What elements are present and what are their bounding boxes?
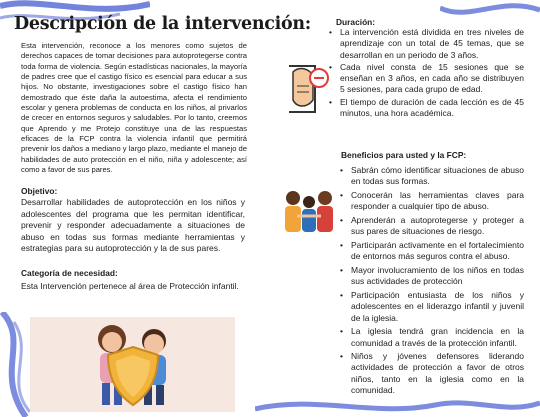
benefit-item: • La iglesia tendrá gran incidencia en la comunidad a través de la protección infantil. — [340, 326, 524, 349]
intro-paragraph: Esta intervención, reconoce a los menores como sujetos de derechos capaces de tomar decisiones para autoprotegerse contra toda forma de violencia. Según estadísticas nacionales, la mayoría de padres cree que el castigo físico es esencial para educar a sus hijos. No obstante, investigaciones sobre el castigo físico han demostrado que éste daña la autoestima, afecta el rendimiento escolar y genera problemas de conducta en los niños, al privarlos de crecer en entornos seguros y saludables. Por lo tanto, creemos que Aprendo y me Protejo constituye una de las respuestas eficaces de la FCP contra la violencia infantil que permitirá prevenir los daños a mediano y largo plazo, mediante el manejo de habilidades de auto protección en el niño, niña y adolescente; así como a favor de sus pares. — [21, 41, 247, 175]
benefit-item: • Sabrán cómo identificar situaciones de abuso en todas sus formas. — [340, 165, 524, 188]
children-with-shield-illustration — [30, 317, 235, 412]
category-heading: Categoría de necesidad: — [21, 268, 118, 278]
category-text: Esta Intervención pertenece al área de Protección infantil. — [21, 281, 239, 291]
duration-item: • Cada nivel consta de 15 sesiones que se enseñan en 3 años, en cada año se distribuyen 5 sesiones, para cada grupo de edad. — [329, 62, 524, 96]
benefit-item: • Mayor involucramiento de los niños en todas sus actividades de protección — [340, 265, 524, 288]
stop-hand-icon — [285, 52, 330, 122]
benefits-list — [340, 165, 524, 399]
benefit-item: • Participarán activamente en el fortalecimiento de entornos más seguros contra el abuso. — [340, 240, 524, 263]
objective-heading: Objetivo: — [21, 186, 58, 196]
benefits-heading: Beneficios para usted y la FCP: — [341, 150, 467, 160]
page-title: Descripción de la intervención: — [14, 14, 311, 34]
objective-text: Desarrollar habilidades de autoprotección en los niños y adolescentes del programa que les permitan identificar, prevenir y responder adecuadamente a situaciones de abuso en todas sus formas mediante herramientas y estrategias para su autoprotección y la de sus pares. — [21, 197, 245, 253]
benefit-item: • Participación entusiasta de los niños y adolescentes en el liderazgo infantil y juvenil de la iglesia. — [340, 290, 524, 324]
duration-item: • El tiempo de duración de cada lección es de 45 minutos, una hora académica. — [329, 97, 524, 120]
benefit-item: • Niños y jóvenes defensores liderando actividades de protección a favor de otros niños, tanto en la iglesia como en la comunidad. — [340, 351, 524, 396]
duration-list — [329, 27, 524, 120]
benefit-item: • Conocerán las herramientas claves para responder a cualquier tipo de abuso. — [340, 190, 524, 213]
family-illustration — [277, 186, 341, 236]
decorative-swirl-top-right — [440, 0, 540, 28]
benefit-item: • Aprenderán a autoprotegerse y proteger a sus pares de situaciones de riesgo. — [340, 215, 524, 238]
duration-heading: Duración: — [336, 17, 376, 27]
duration-item: • La intervención está dividida en tres niveles de aprendizaje con un total de 45 temas, que se desarrollan en un periodo de 3 años. — [329, 27, 524, 61]
